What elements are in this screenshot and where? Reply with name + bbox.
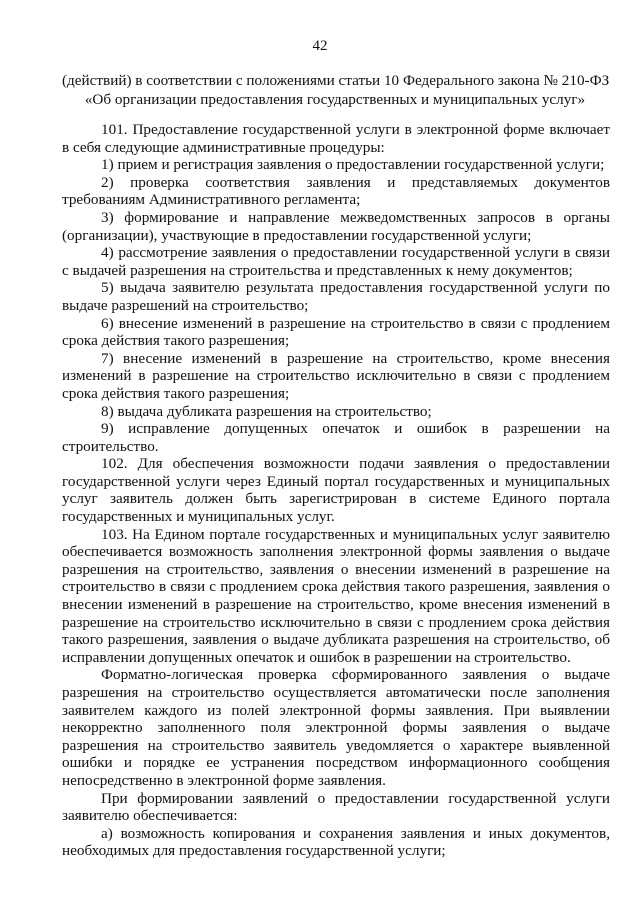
list-item-9: 9) исправление допущенных опечаток и ошибок в разрешении на строительство. (62, 420, 610, 455)
paragraph-format-check: Форматно-логическая проверка сформированного заявления о выдаче разрешения на строительство осуществляется автоматически после заполнения заявителем каждого из полей электронной формы заявления. При выявлении некорректно заполненного поля электронной формы заявления о выдаче разрешения на строительство заявитель уведомляется о характере выявленной ошибки и порядке ее устранения посредством информационного сообщения непосредственно в электронной форме заявления. (62, 666, 610, 789)
section-heading (62, 72, 608, 109)
list-item-5: 5) выдача заявителю результата предоставления государственной услуги по выдаче разрешений на строительство; (62, 279, 610, 314)
list-item-2: 2) проверка соответствия заявления и представляемых документов требованиям Административного регламента; (62, 173, 610, 209)
list-item-1: 1) прием и регистрация заявления о предоставлении государственной услуги; (101, 156, 605, 174)
list-item-a: а) возможность копирования и сохранения заявления и иных документов, необходимых для предоставления государственной услуги; (62, 824, 610, 860)
page-number: 42 (312, 38, 328, 54)
list-item-6: 6) внесение изменений в разрешение на строительство в связи с продлением срока действия такого разрешения; (62, 314, 610, 350)
paragraph-103: 103. На Едином портале государственных и муниципальных услуг заявителю обеспечивается возможность заполнения электронной формы заявления о выдаче разрешения на строительство, заявления о внесении изменений в разрешение на строительство в связи с продлением срока действия такого разрешения, заявления о внесении изменений в разрешение на строительство, кроме внесения изменений в разрешение на строительство исключительно в связи с продлением срока действия такого разрешения, заявления о выдаче дубликата разрешения на строительство, об исправлении допущенных опечаток и ошибок в разрешении на строительство. (62, 525, 610, 666)
heading-line-1: (действий) в соответствии с положениями статьи 10 Федерального закона № 210-ФЗ (62, 72, 610, 89)
list-item-8: 8) выдача дубликата разрешения на строительство; (101, 402, 432, 420)
paragraph-forming-applications: При формировании заявлений о предоставлении государственной услуги заявителю обеспечивается: (62, 789, 610, 825)
heading-line-2: «Об организации предоставления государственных и муниципальных услуг» (84, 90, 586, 108)
paragraph-102: 102. Для обеспечения возможности подачи заявления о предоставлении государственной услуги через Единый портал государственных и муниципальных услуг заявитель должен быть зарегистрирован в системе Единого портала государственных и муниципальных услуг. (62, 455, 610, 526)
list-item-7: 7) внесение изменений в разрешение на строительство, кроме внесения изменений в разрешение на строительство исключительно в связи с продлением срока действия такого разрешения; (62, 349, 610, 402)
document-body (62, 121, 610, 860)
list-item-4: 4) рассмотрение заявления о предоставлении государственной услуги в связи с выдачей разрешения на строительства и представленных к нему документов; (62, 244, 610, 279)
paragraph-101: 101. Предоставление государственной услуги в электронной форме включает в себя следующие административные процедуры: (62, 121, 610, 156)
list-item-3: 3) формирование и направление межведомственных запросов в органы (организации), участвующие в предоставлении государственной услуги; (62, 208, 610, 244)
